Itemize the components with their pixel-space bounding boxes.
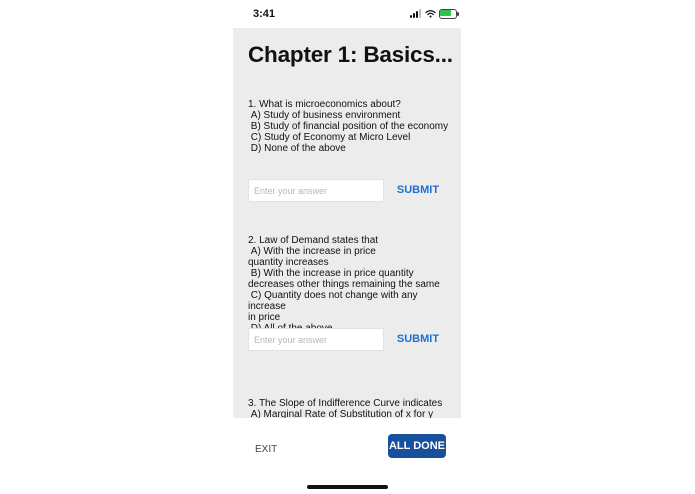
wifi-icon: [425, 9, 436, 18]
question-3-text: 3. The Slope of Indifference Curve indicates A) Marginal Rate of Substitution of x for y: [248, 398, 443, 418]
status-time: 3:41: [253, 8, 276, 20]
status-icons: [410, 9, 454, 19]
question-1-text: 1. What is microeconomics about? A) Study of business environment B) Study of financial position of the economy C) Study of Economy at Micro Level D) None of the above: [248, 99, 449, 154]
cellular-signal-icon: [410, 9, 422, 18]
question-1-answer-input[interactable]: [248, 179, 384, 202]
all-done-button[interactable]: ALL DONE: [388, 434, 446, 458]
question-2-submit-button[interactable]: SUBMIT: [396, 333, 440, 345]
status-bar: [0, 0, 695, 28]
chapter-title: Chapter 1: Basics...: [248, 42, 453, 67]
quiz-panel[interactable]: [233, 28, 461, 418]
battery-charging-icon: [439, 9, 458, 18]
question-2-text: 2. Law of Demand states that A) With the increase in price quantity increases B) With the increase in price quantity decreases other things remaining the same C) Quantity does not change with any increase in price: [248, 235, 440, 323]
home-indicator[interactable]: [307, 485, 388, 489]
question-2-answer-input[interactable]: [248, 328, 384, 351]
exit-button[interactable]: EXIT: [255, 444, 278, 455]
question-1-submit-button[interactable]: SUBMIT: [396, 184, 440, 196]
